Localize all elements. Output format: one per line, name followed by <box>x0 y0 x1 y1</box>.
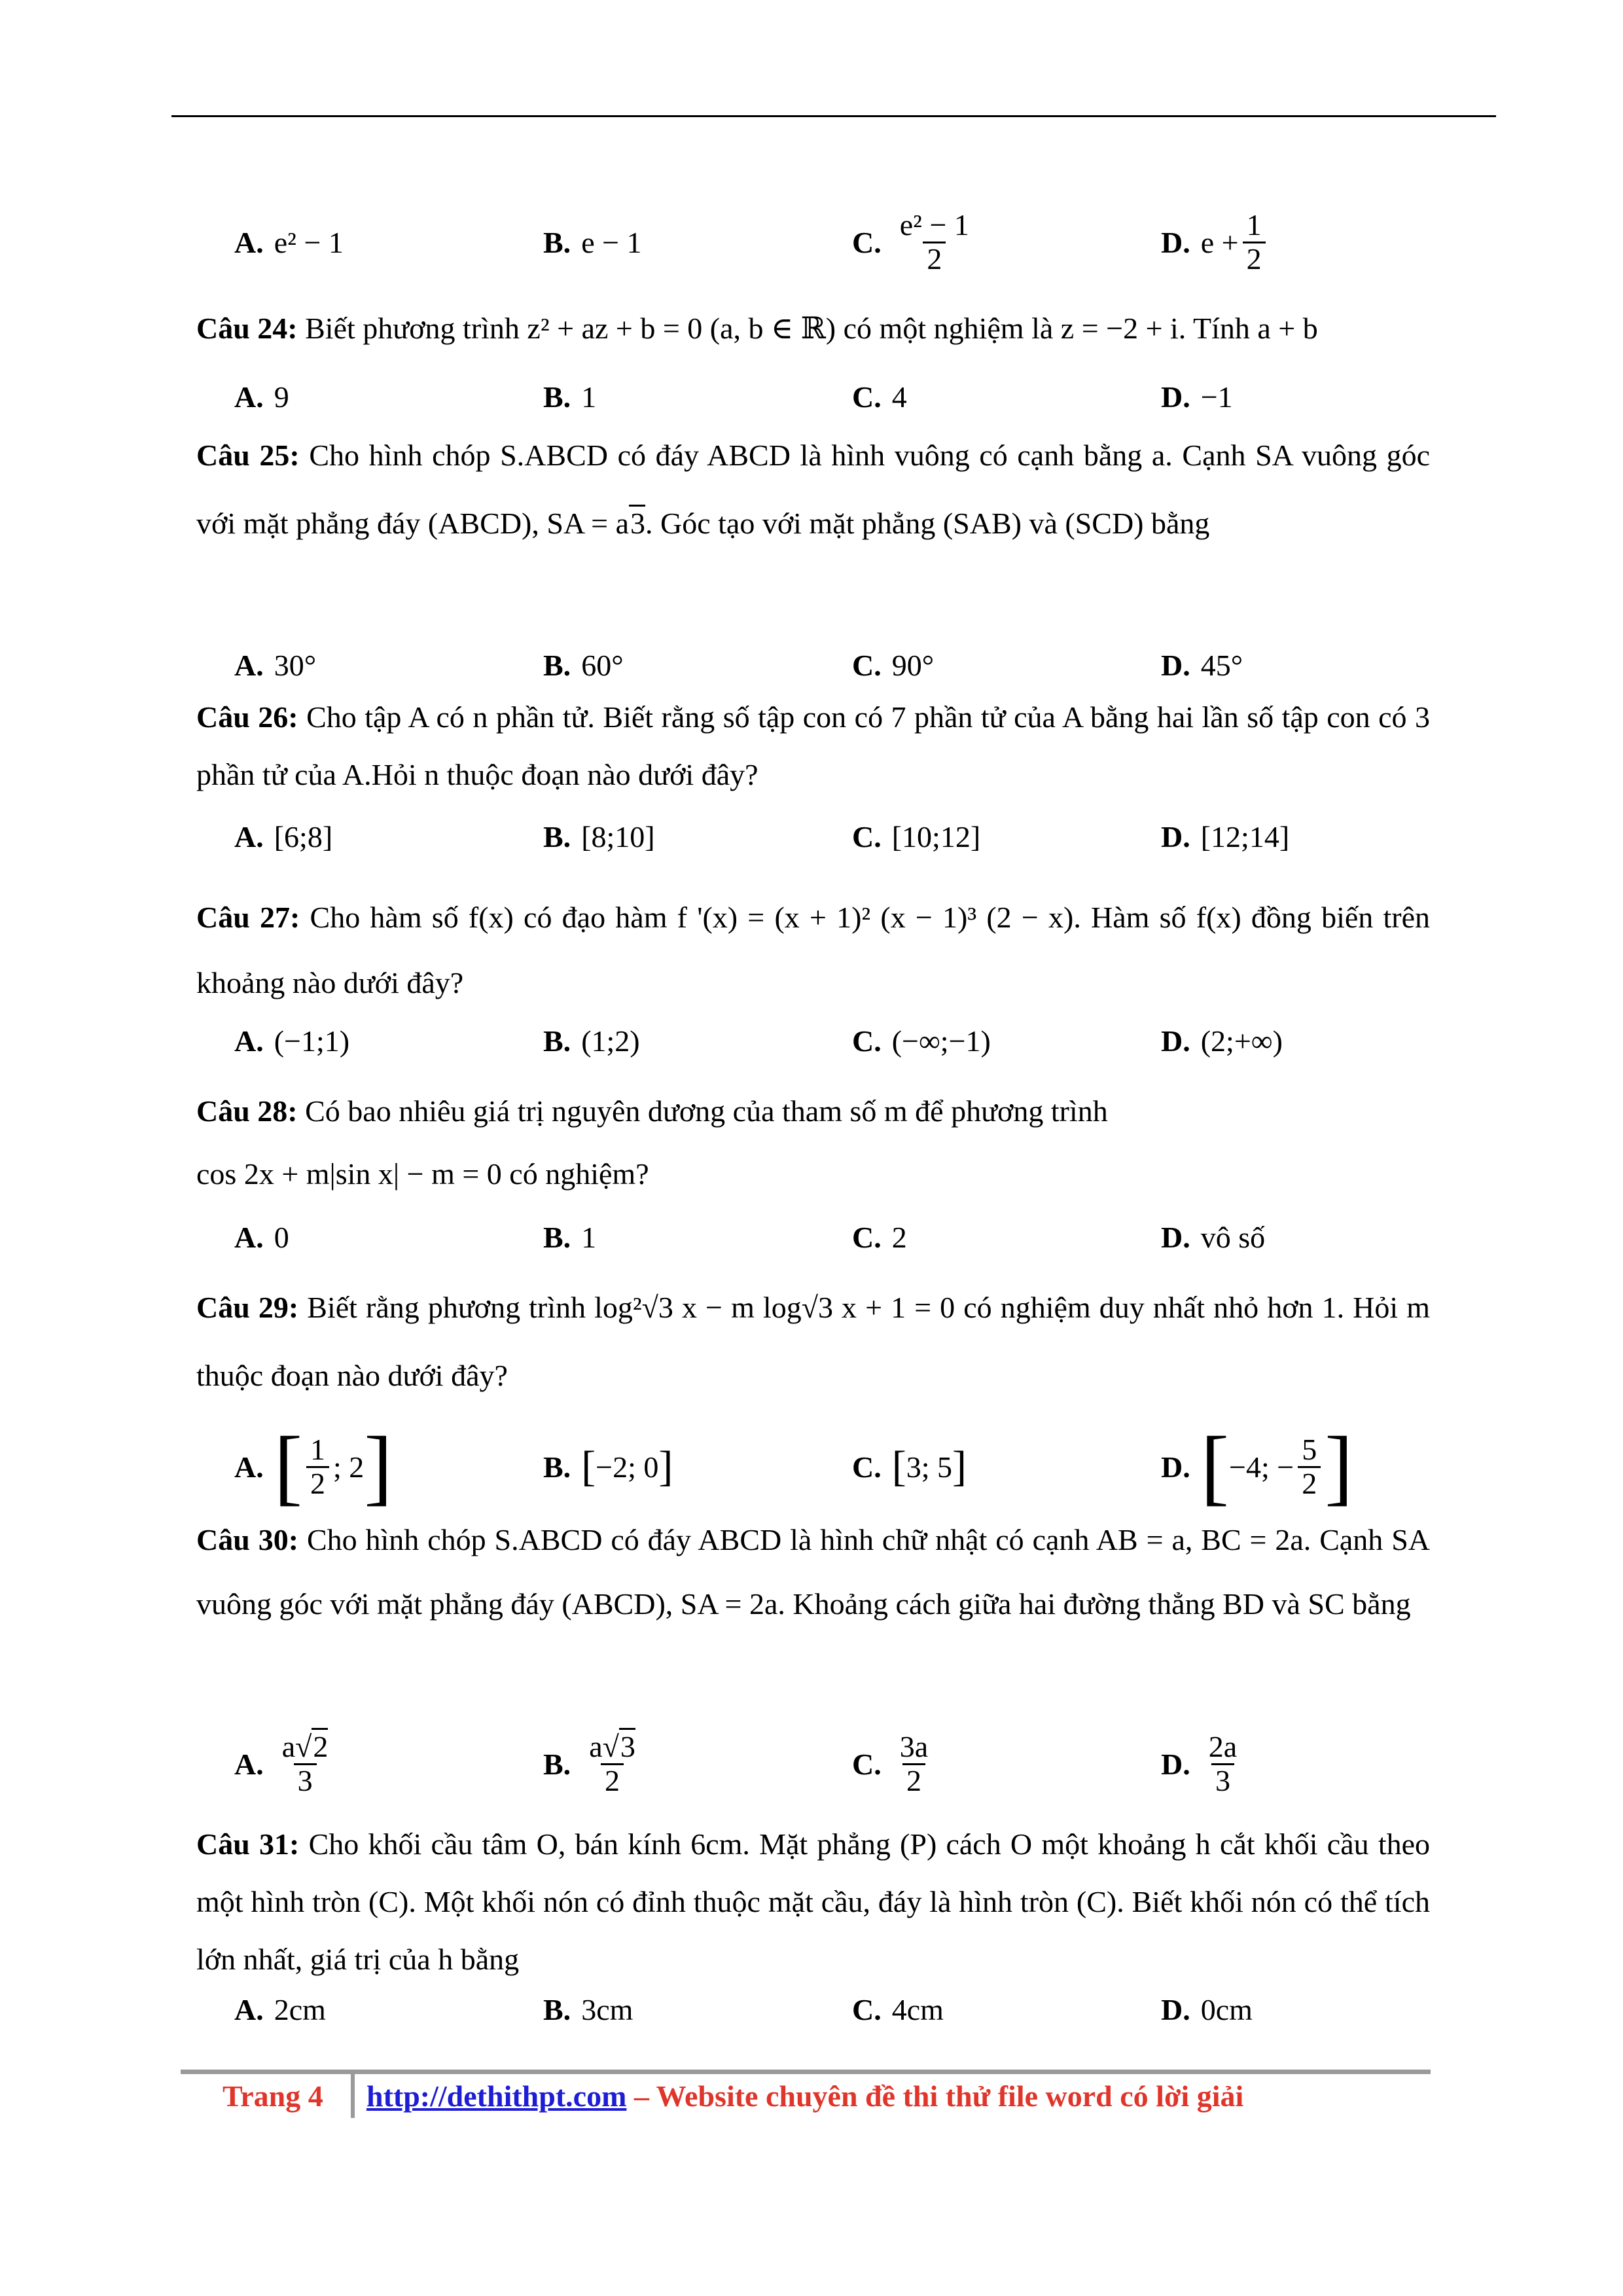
sqrt-value: 3 <box>629 505 645 540</box>
q30-option-a[interactable]: A. $\frac{a√2}{3}$ <box>234 1721 336 1806</box>
q26-option-c[interactable]: C. [10;12] <box>852 819 981 853</box>
q28-option-d[interactable]: D. vô số <box>1161 1220 1266 1254</box>
q26-option-a[interactable]: A. [6;8] <box>234 819 333 853</box>
q27-option-b[interactable]: B. (1;2) <box>543 1024 640 1058</box>
question-label: Câu 29: <box>196 1291 299 1324</box>
q26-option-d[interactable]: D. [12;14] <box>1161 819 1290 853</box>
q26-option-b[interactable]: B. [8;10] <box>543 819 655 853</box>
question-25 <box>196 422 1430 558</box>
question-29 <box>196 1274 1430 1410</box>
q24-option-a[interactable]: A. 9 <box>234 380 289 414</box>
q31-option-d[interactable]: D. 0cm <box>1161 1992 1253 2026</box>
q25-option-a[interactable]: A. 30° <box>234 648 317 682</box>
q29-option-b[interactable]: B. [ −2; 0 ] <box>543 1443 673 1490</box>
q25-options <box>196 632 1440 698</box>
question-label: Câu 31: <box>196 1827 300 1861</box>
footer-rule <box>181 2070 1431 2074</box>
q29-option-c[interactable]: C. [ 3; 5 ] <box>852 1443 967 1490</box>
q23-option-a[interactable]: A. e² − 1 <box>234 225 344 259</box>
question-30 <box>196 1508 1430 1636</box>
q23-option-c[interactable]: C. $\frac{\text{e² − 1}}{2}$ <box>852 208 969 276</box>
question-text: Biết phương trình z² + az + b = 0 (a, b ∈ ℝ) có một nghiệm là z = −2 + i. Tính a + b <box>305 312 1318 345</box>
question-label: Câu 25: <box>196 439 300 472</box>
question-24 <box>196 297 1430 360</box>
website-link[interactable]: http://dethithpt.com <box>366 2079 627 2113</box>
question-label: Câu 28: <box>196 1094 298 1128</box>
q27-option-c[interactable]: C. (−∞;−1) <box>852 1024 991 1058</box>
q28-options <box>196 1204 1440 1270</box>
question-equation: cos 2x + m|sin x| − m = 0 có nghiệm? <box>196 1157 649 1191</box>
q24-option-c[interactable]: C. 4 <box>852 380 907 414</box>
q27-options <box>196 1008 1440 1073</box>
question-text: Cho khối cầu tâm O, bán kính 6cm. Mặt phẳng (P) cách O một khoảng h cắt khối cầu theo một hình tròn (C). Một khối nón có đỉnh thuộc mặt cầu, đáy là hình tròn (C). Biết khối nón có thể tích lớn nhất, giá trị của h bằng <box>196 1827 1431 1976</box>
footer-text <box>366 2079 1243 2113</box>
q25-option-d[interactable]: D. 45° <box>1161 648 1243 682</box>
question-text: Cho hình chóp S.ABCD có đáy ABCD là hình chữ nhật có cạnh AB = a, BC = 2a. Cạnh SA vuông góc với mặt phẳng đáy (ABCD), SA = 2a. Khoảng cách giữa hai đường thẳng BD và SC bằng <box>196 1523 1431 1621</box>
question-text: Cho hàm số f(x) có đạo hàm f '(x) = (x + 1)² (x − 1)³ (2 − x). Hàm số f(x) đồng biến trên khoảng nào dưới đây? <box>196 901 1431 999</box>
q23-options <box>196 209 1440 275</box>
question-label: Câu 24: <box>196 312 298 345</box>
question-label: Câu 30: <box>196 1523 299 1556</box>
q25-option-b[interactable]: B. 60° <box>543 648 624 682</box>
question-label: Câu 27: <box>196 901 300 934</box>
q30-options <box>196 1721 1440 1806</box>
q27-option-d[interactable]: D. (2;+∞) <box>1161 1024 1283 1058</box>
q30-option-d[interactable]: D. $\frac{2a}{3}$ <box>1161 1730 1238 1797</box>
question-26 <box>196 689 1430 804</box>
q31-option-b[interactable]: B. 3cm <box>543 1992 633 2026</box>
q28-option-c[interactable]: C. 2 <box>852 1220 907 1254</box>
q30-option-b[interactable]: B. $\frac{a√3}{2}$ <box>543 1721 643 1806</box>
question-text: Cho tập A có n phần tử. Biết rằng số tập con có 7 phần tử của A bằng hai lần số tập con có 3 phần tử của A.Hỏi n thuộc đoạn nào dưới đây? <box>196 700 1430 791</box>
footer-divider <box>351 2070 355 2118</box>
q29-option-d[interactable]: D. [ −4; − $\frac{5}{2}$ ] <box>1161 1420 1353 1514</box>
question-label: Câu 26: <box>196 700 298 734</box>
q24-options <box>196 364 1440 429</box>
q29-option-a[interactable]: A. [ $\frac{1}{2}$ ; 2 ] <box>234 1420 393 1514</box>
header-rule <box>171 115 1496 117</box>
q28-option-b[interactable]: B. 1 <box>543 1220 597 1254</box>
q23-option-b[interactable]: B. e − 1 <box>543 225 642 259</box>
q29-options <box>196 1420 1440 1514</box>
question-text: Cho hình chóp S.ABCD có đáy ABCD là hình vuông có cạnh bằng a. Cạnh SA vuông góc với mặt phẳng đáy (ABCD), SA = a <box>196 439 1431 540</box>
q31-options <box>196 1977 1440 2042</box>
question-28 <box>196 1080 1430 1206</box>
question-27 <box>196 885 1430 1016</box>
q23-option-d[interactable]: D. e + $\frac{1}{2}$ <box>1161 209 1270 275</box>
q28-option-a[interactable]: A. 0 <box>234 1220 289 1254</box>
q24-option-d[interactable]: D. −1 <box>1161 380 1233 414</box>
question-31 <box>196 1816 1430 1988</box>
q30-option-c[interactable]: C. $\frac{3a}{2}$ <box>852 1730 929 1797</box>
q31-option-c[interactable]: C. 4cm <box>852 1992 944 2026</box>
page-number: Trang 4 <box>223 2079 323 2113</box>
q26-options <box>196 804 1440 869</box>
question-text: Biết rằng phương trình log²√3 x − m log√3 x + 1 = 0 có nghiệm duy nhất nhỏ hơn 1. Hỏi m thuộc đoạn nào dưới đây? <box>196 1291 1431 1392</box>
question-text-cont: . Góc tạo với mặt phẳng (SAB) và (SCD) bằng <box>645 507 1210 540</box>
q27-option-a[interactable]: A. (−1;1) <box>234 1024 350 1058</box>
footer-tagline: – Website chuyên đề thi thử file word có lời giải <box>626 2079 1244 2113</box>
q24-option-b[interactable]: B. 1 <box>543 380 597 414</box>
question-text: Có bao nhiêu giá trị nguyên dương của tham số m để phương trình <box>305 1094 1108 1128</box>
q31-option-a[interactable]: A. 2cm <box>234 1992 326 2026</box>
q25-option-c[interactable]: C. 90° <box>852 648 935 682</box>
